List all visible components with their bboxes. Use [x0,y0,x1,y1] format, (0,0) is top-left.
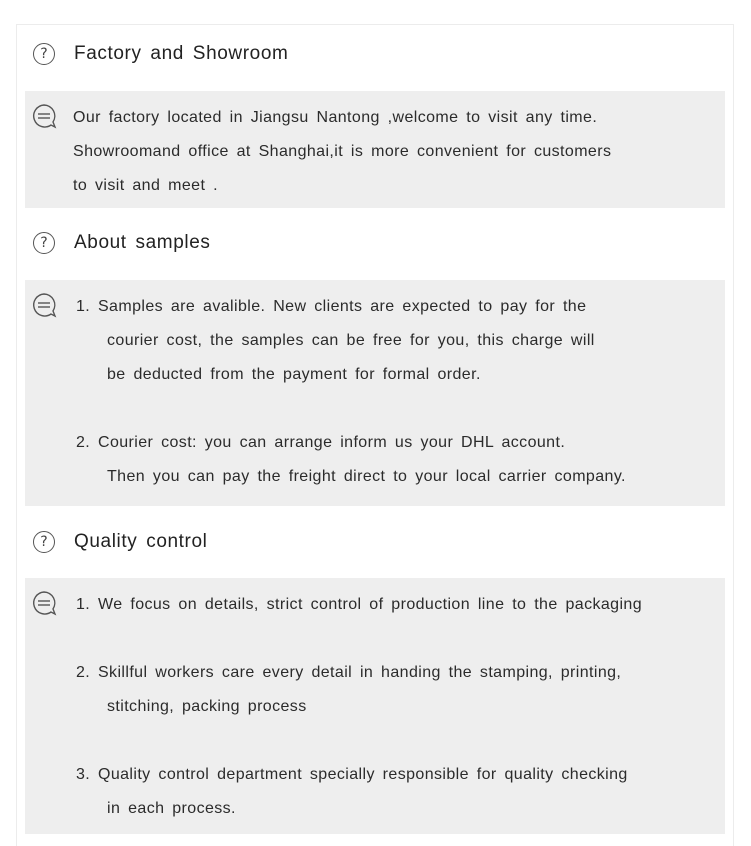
faq-answer-quality [25,578,725,834]
answer-line: Then you can pay the freight direct to your local carrier company. [107,468,626,485]
answer-line: stitching, packing process [107,698,307,715]
answer-line: Our factory located in Jiangsu Nantong ,welcome to visit any time. [73,109,598,126]
faq-answer-samples [25,280,725,506]
answer-line: be deducted from the payment for formal order. [107,366,481,383]
list-item [76,588,725,622]
faq-card [16,24,734,846]
answer-text [76,290,725,494]
question-circle-icon: ? [33,232,55,254]
answer-line: to visit and meet . [73,177,218,194]
faq-question-samples [25,223,210,263]
faq-answer-factory [25,91,725,208]
answer-line: 1. We focus on details, strict control of production line to the packaging [76,596,643,613]
faq-question-factory [25,34,288,74]
speech-bubble-icon [31,292,57,318]
answer-line: 2. Skillful workers care every detail in handing the stamping, printing, [76,664,622,681]
answer-line: 2. Courier cost: you can arrange inform us your DHL account. [76,434,566,451]
list-item [76,758,725,826]
question-text: Factory and Showroom [74,43,289,64]
list-item [76,656,725,724]
answer-text [76,588,725,826]
question-circle-icon: ? [33,531,55,553]
list-item [76,426,725,494]
answer-line: Showroomand office at Shanghai,it is more convenient for customers [73,143,612,160]
answer-line: courier cost, the samples can be free for you, this charge will [107,332,595,349]
answer-line: 3. Quality control department specially responsible for quality checking [76,766,628,783]
answer-line: in each process. [107,800,236,817]
answer-text [73,101,725,203]
question-circle-icon: ? [33,43,55,65]
question-text: Quality control [74,531,208,552]
answer-line: 1. Samples are avalible. New clients are expected to pay for the [76,298,587,315]
question-text: About samples [74,232,211,253]
list-item [76,290,725,392]
faq-question-quality [25,522,207,562]
speech-bubble-icon [31,590,57,616]
speech-bubble-icon [31,103,57,129]
